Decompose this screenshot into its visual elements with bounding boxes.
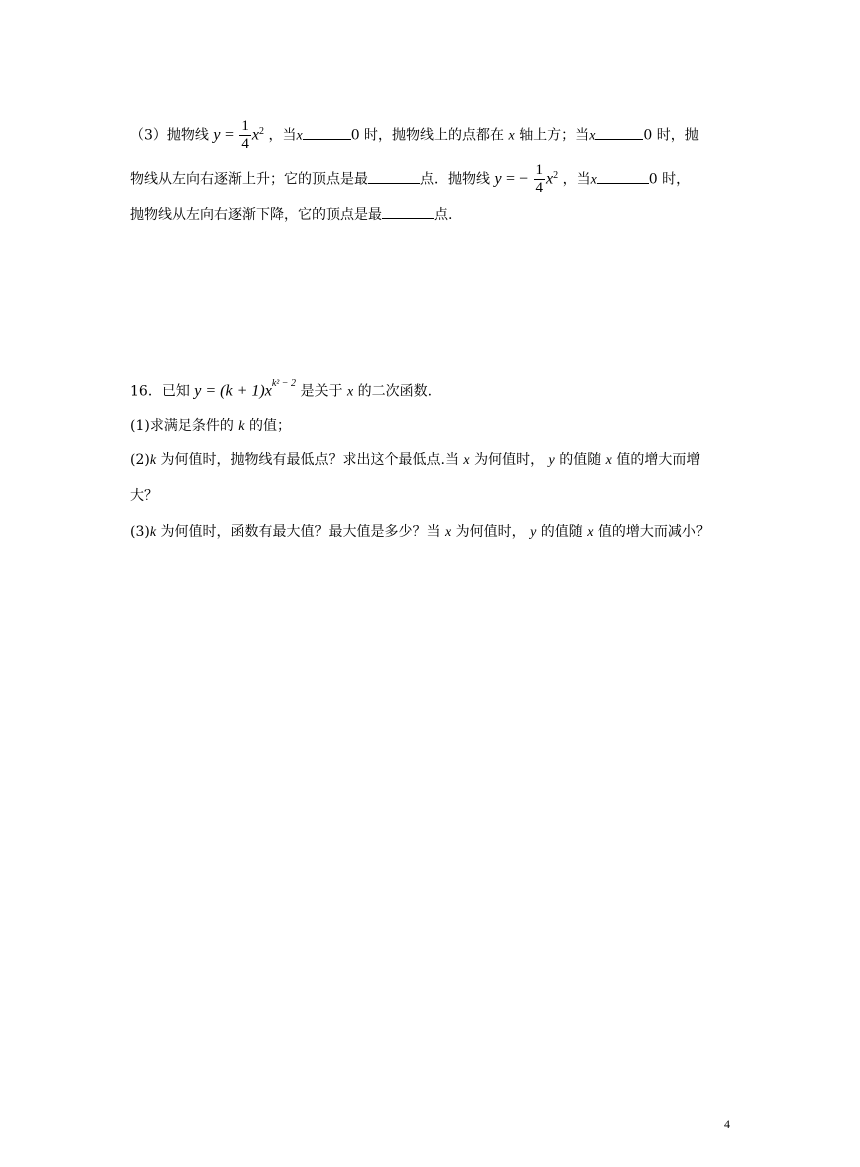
blank-3[interactable] <box>368 169 420 184</box>
q16-p2-a: (2) <box>130 452 150 468</box>
q16-p3-x: x <box>444 525 452 540</box>
q16-p2-x: x <box>463 453 470 468</box>
q16-p3-k: k <box>149 525 157 540</box>
q16-stem-tail: 是关于 <box>300 383 343 400</box>
q16-exponent: k² − 2 <box>271 378 297 389</box>
q16-p3-d: 的值随 <box>540 524 583 540</box>
eq1-y: y <box>213 126 221 144</box>
q16-p3-e: 值的增大而减小？ <box>597 524 710 540</box>
q16-stem-end: 的二次函数. <box>357 383 433 400</box>
q15-part3-line3 <box>130 204 452 225</box>
q15-x-2: x <box>508 128 515 144</box>
q15-line2-c: ，当 <box>562 171 591 188</box>
eq1-x: x <box>251 126 260 144</box>
q16-p3-x2: x <box>587 525 594 540</box>
q16-x: x <box>346 384 354 400</box>
q15-text-3: 轴上方；当 <box>519 127 590 144</box>
q16-p3-b: 为何值时，函数有最大值？最大值是多少？当 <box>160 524 441 540</box>
q16-part1 <box>130 416 291 437</box>
q16-p2-cont: 大？ <box>130 488 158 504</box>
q16-p2-e: 值的增大而增 <box>616 452 701 468</box>
q15-line2-b: 点．抛物线 <box>420 171 490 188</box>
eq2-numerator: 1 <box>535 162 544 178</box>
eq1-numerator: 1 <box>241 118 249 134</box>
q16-stem <box>130 378 432 403</box>
q16-p1-k: k <box>238 419 245 434</box>
eq1-equals: = <box>224 126 234 144</box>
q15-line3-a: 抛物线从左向右逐渐下降，它的顶点是最 <box>130 207 382 223</box>
q16-part3 <box>130 522 710 543</box>
q15-x-3: x <box>589 128 596 144</box>
q16-number: 16．已知 <box>130 383 190 400</box>
eq2-fraction <box>534 162 546 197</box>
q15-text-1: ，当 <box>268 127 297 144</box>
eq2-exponent: 2 <box>553 169 559 181</box>
eq2-x: x <box>546 170 554 188</box>
q16-p3-y: y <box>530 525 537 540</box>
eq2-y: y <box>494 170 502 188</box>
q15-line2-a: 物线从左向右逐渐上升；它的顶点是最 <box>130 171 368 188</box>
q15-x-1: x <box>296 128 303 144</box>
q16-part2 <box>130 450 700 471</box>
eq1-denominator: 4 <box>241 136 249 152</box>
blank-2[interactable] <box>595 125 643 140</box>
q16-p3-c: 为何值时， <box>455 524 526 540</box>
q16-p2-x2: x <box>605 453 612 468</box>
q16-p1-a: (1)求满足条件的 <box>130 418 234 434</box>
q16-p1-b: 的值； <box>248 418 291 434</box>
eq1-exponent: 2 <box>259 125 265 137</box>
q16-part2-cont <box>130 486 158 506</box>
q15-text-4: 0 时，抛 <box>643 127 699 144</box>
q15-text-2: 0 时，抛物线上的点都在 <box>350 127 505 144</box>
eq2-denominator: 4 <box>535 180 544 196</box>
q15-x-4: x <box>590 172 597 188</box>
q15-line3-b: 点. <box>434 207 453 223</box>
blank-4[interactable] <box>597 169 649 184</box>
q15-label: （3）抛物线 <box>130 127 209 144</box>
eq1-fraction <box>239 118 251 153</box>
q16-p2-b: 为何值时，抛物线有最低点？求出这个最低点.当 <box>160 452 459 468</box>
q15-part3-line1 <box>130 118 699 153</box>
eq2-equals-minus: = − <box>506 170 529 188</box>
q16-p2-c: 为何值时， <box>474 452 545 468</box>
q16-p2-d: 的值随 <box>559 452 602 468</box>
q16-p2-k: k <box>149 453 157 468</box>
blank-5[interactable] <box>382 204 434 219</box>
q16-p2-y: y <box>548 453 555 468</box>
page-number: 4 <box>724 1117 730 1131</box>
q15-line2-d: 0 时， <box>648 171 691 188</box>
blank-1[interactable] <box>303 125 351 140</box>
q16-p3-a: (3) <box>130 524 150 540</box>
q15-part3-line2 <box>130 162 690 197</box>
q16-equation: y = (k + 1)x <box>194 382 272 400</box>
